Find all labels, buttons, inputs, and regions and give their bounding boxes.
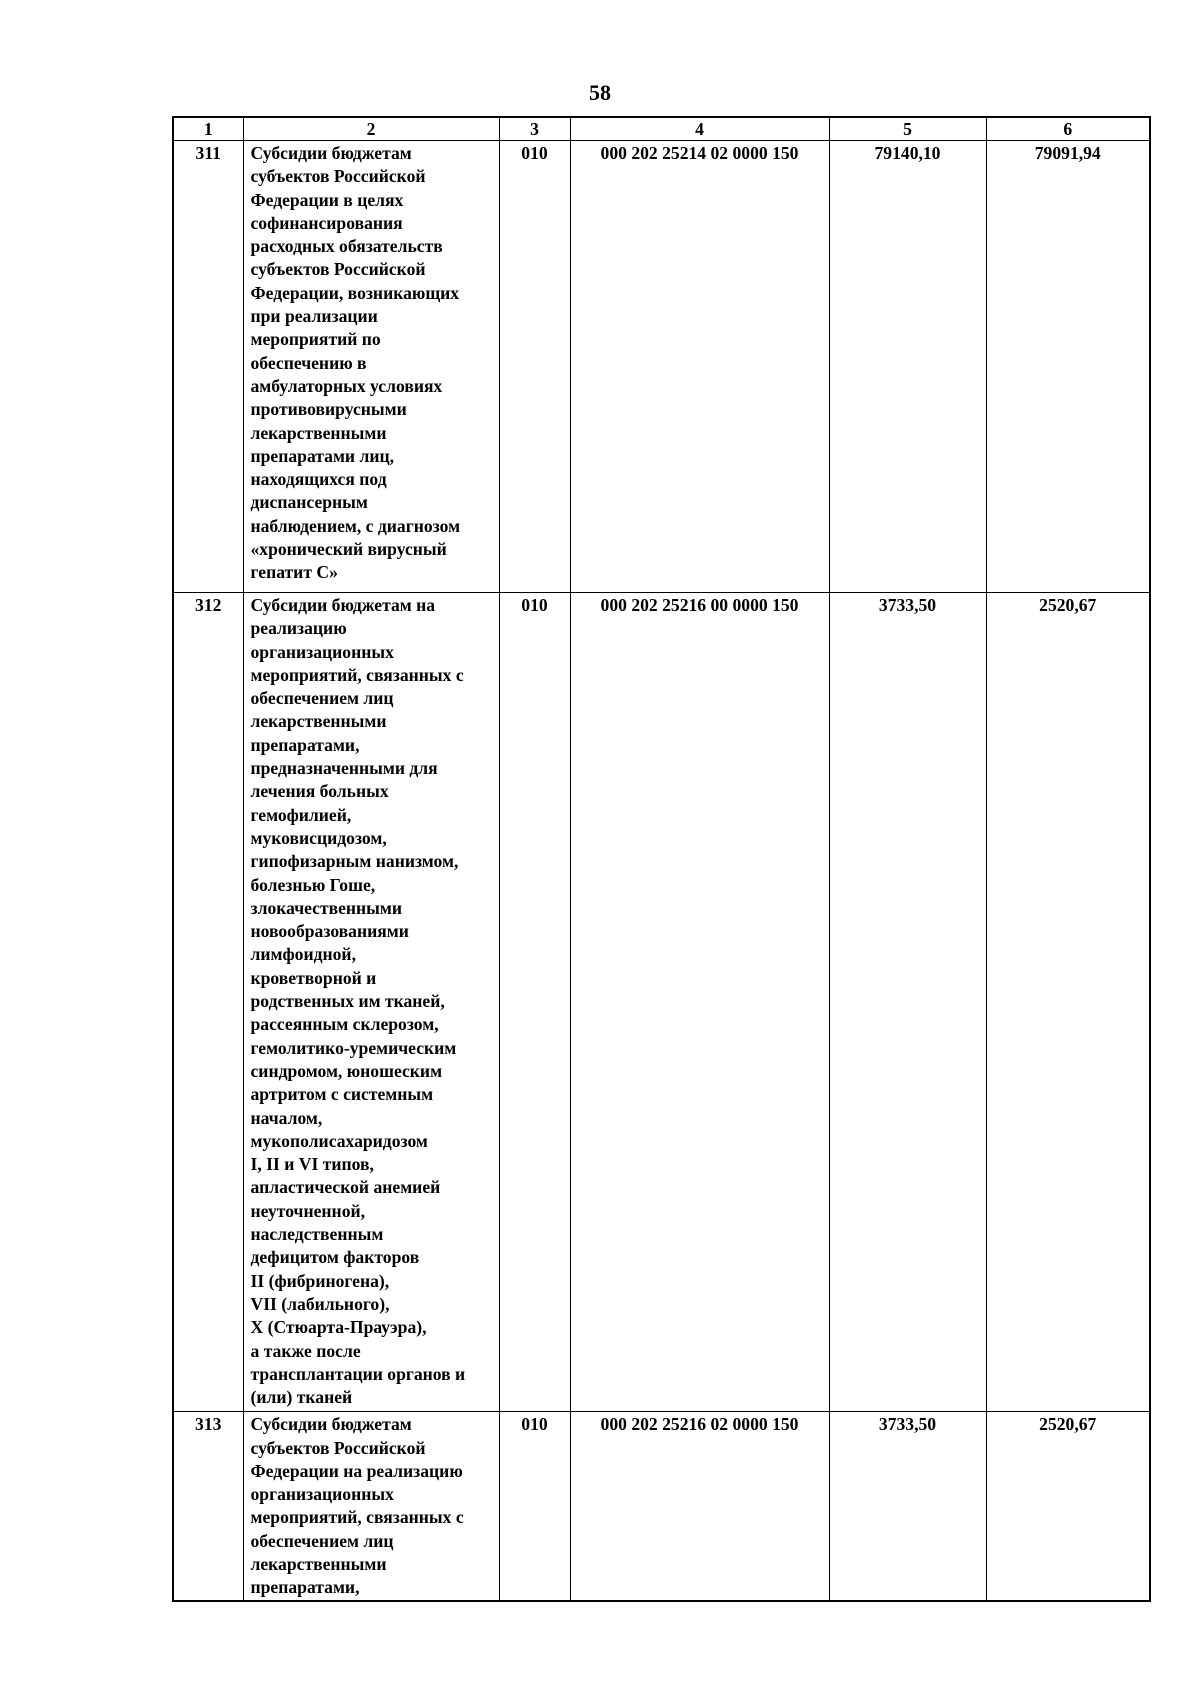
- row-budget-code: 000 202 25214 02 0000 150: [570, 141, 829, 593]
- row-value-6: 2520,67: [986, 1412, 1150, 1601]
- row-value-6: 2520,67: [986, 593, 1150, 1412]
- table-row: [173, 1412, 1150, 1601]
- page-number: 58: [589, 80, 611, 105]
- column-header: 5: [829, 117, 986, 141]
- table-row: [173, 141, 1150, 593]
- row-description: Субсидии бюджетам на реализацию организационных мероприятий, связанных с обеспечением лиц лекарственными препаратами, предназначенными для лечения больных гемофилией, муковисцидозом, гипофизарным нанизмом, болезнью Гоше, злокачественными новообразованиями лимфоидной, кроветворной и родственных им тканей, рассеянным склерозом, гемолитико-уремическим синдромом, юношеским артритом с системным началом, мукополисахаридозом I, II и VI типов, апластической анемией неуточненной, наследственным дефицитом факторов II (фибриногена), VII (лабильного), X (Стюарта-Прауэра), а также после трансплантации органов и (или) тканей: [243, 593, 499, 1412]
- budget-table: [172, 116, 1151, 1602]
- column-header: 3: [499, 117, 570, 141]
- row-value-5: 79140,10: [829, 141, 986, 593]
- row-value-6: 79091,94: [986, 141, 1150, 593]
- table-header-row: [173, 117, 1150, 141]
- row-description: Субсидии бюджетам субъектов Российской Федерации в целях софинансирования расходных обязательств субъектов Российской Федерации, возникающих при реализации мероприятий по обеспечению в амбулаторных условиях противовирусными лекарственными препаратами лиц, находящихся под диспансерным наблюдением, с диагнозом «хронический вирусный гепатит С»: [243, 141, 499, 593]
- row-admin-code: 010: [499, 1412, 570, 1601]
- column-header: 1: [173, 117, 243, 141]
- column-header: 2: [243, 117, 499, 141]
- row-number: 313: [173, 1412, 243, 1601]
- row-budget-code: 000 202 25216 02 0000 150: [570, 1412, 829, 1601]
- row-admin-code: 010: [499, 593, 570, 1412]
- column-header: 6: [986, 117, 1150, 141]
- row-budget-code: 000 202 25216 00 0000 150: [570, 593, 829, 1412]
- row-number: 312: [173, 593, 243, 1412]
- column-header: 4: [570, 117, 829, 141]
- row-description: Субсидии бюджетам субъектов Российской Федерации на реализацию организационных мероприятий, связанных с обеспечением лиц лекарственными препаратами,: [243, 1412, 499, 1601]
- row-value-5: 3733,50: [829, 1412, 986, 1601]
- table-row: [173, 593, 1150, 1412]
- row-admin-code: 010: [499, 141, 570, 593]
- row-value-5: 3733,50: [829, 593, 986, 1412]
- row-number: 311: [173, 141, 243, 593]
